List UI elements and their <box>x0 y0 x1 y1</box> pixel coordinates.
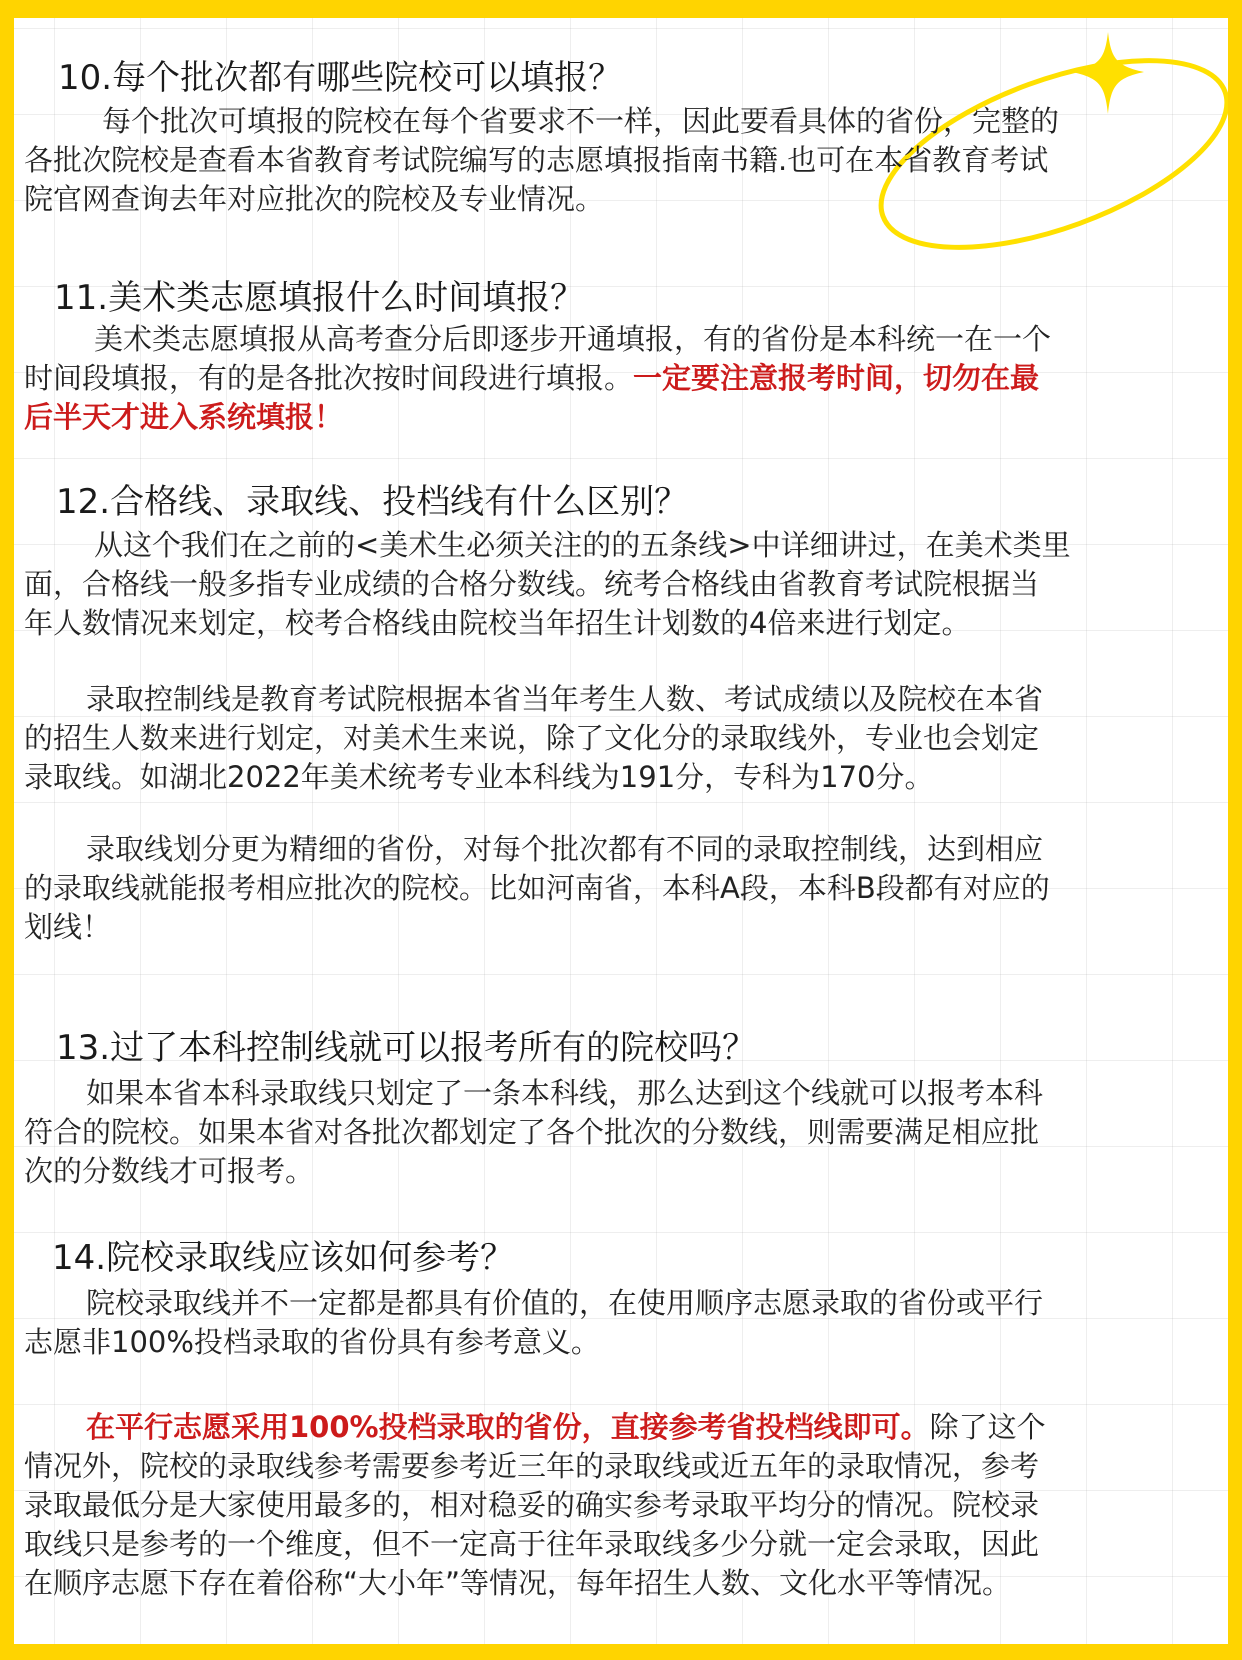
text-line: 如果本省本科录取线只划定了一条本科线，那么达到这个线就可以报考本科 <box>86 1076 1044 1110</box>
text-line: 次的分数线才可报考。 <box>24 1154 315 1188</box>
text-line: 情况外，院校的录取线参考需要参考近三年的录取线或近五年的录取情况，参考 <box>24 1449 1040 1483</box>
section-13-paragraph <box>24 1074 1224 1191</box>
text-line: 划线！ <box>24 910 112 944</box>
section-title-14: 14.院校录取线应该如何参考？ <box>52 1238 515 1278</box>
text-line: 录取线。如湖北2022年美术统考专业本科线为191分，专科为170分。 <box>24 760 934 794</box>
text-line: 每个批次可填报的院校在每个省要求不一样，因此要看具体的省份，完整的 <box>102 104 1060 138</box>
highlighted-warning-text: 一定要注意报考时间，切勿在最 <box>633 361 1040 395</box>
text-line: 的录取线就能报考相应批次的院校。比如河南省，本科A段，本科B段都有对应的 <box>24 871 1050 905</box>
plain-text: 除了这个 <box>929 1410 1046 1444</box>
section-14-paragraph-1 <box>24 1284 1224 1362</box>
section-10-paragraph <box>24 102 1224 219</box>
plain-text: 时间段填报，有的是各批次按时间段进行填报。 <box>24 361 634 395</box>
text-line <box>24 1408 1224 1447</box>
section-title-12: 12.合格线、录取线、投档线有什么区别？ <box>56 482 689 522</box>
section-title-10: 10.每个批次都有哪些院校可以填报？ <box>58 58 623 98</box>
text-line: 录取控制线是教育考试院根据本省当年考生人数、考试成绩以及院校在本省 <box>86 682 1044 716</box>
text-line: 录取线划分更为精细的省份，对每个批次都有不同的录取控制线，达到相应 <box>86 832 1044 866</box>
section-12-paragraph-1 <box>24 526 1224 643</box>
text-line <box>24 359 1224 398</box>
section-12-paragraph-2 <box>24 680 1224 797</box>
text-line: 取线只是参考的一个维度，但不一定高于往年录取线多少分就一定会录取，因此 <box>24 1527 1040 1561</box>
text-line: 在顺序志愿下存在着俗称“大小年”等情况，每年招生人数、文化水平等情况。 <box>24 1566 1012 1600</box>
section-14-paragraph-2 <box>24 1408 1224 1603</box>
text-line: 年人数情况来划定，校考合格线由院校当年招生计划数的4倍来进行划定。 <box>24 606 971 640</box>
text-line: 符合的院校。如果本省对各批次都划定了各个批次的分数线，则需要满足相应批 <box>24 1115 1040 1149</box>
section-12-paragraph-3 <box>24 830 1224 947</box>
section-title-13: 13.过了本科控制线就可以报考所有的院校吗？ <box>56 1028 757 1068</box>
highlighted-warning-text: 后半天才进入系统填报！ <box>24 400 344 434</box>
section-11-paragraph <box>24 320 1224 437</box>
text-line: 各批次院校是查看本省教育考试院编写的志愿填报指南书籍.也可在本省教育考试 <box>24 143 1049 177</box>
text-line: 院校录取线并不一定都是都具有价值的，在使用顺序志愿录取的省份或平行 <box>86 1286 1044 1320</box>
section-title-11: 11.美术类志愿填报什么时间填报？ <box>54 278 585 318</box>
text-line: 的招生人数来进行划定，对美术生来说，除了文化分的录取线外，专业也会划定 <box>24 721 1040 755</box>
text-line: 院官网查询去年对应批次的院校及专业情况。 <box>24 182 605 216</box>
highlighted-key-text: 在平行志愿采用100%投档录取的省份，直接参考省投档线即可。 <box>86 1410 930 1444</box>
grid-paper <box>14 18 1228 1644</box>
text-line: 志愿非100%投档录取的省份具有参考意义。 <box>24 1325 600 1359</box>
text-line: 从这个我们在之前的<美术生必须关注的的五条线>中详细讲过，在美术类里 <box>94 528 1071 562</box>
text-line: 面，合格线一般多指专业成绩的合格分数线。统考合格线由省教育考试院根据当 <box>24 567 1040 601</box>
text-line: 录取最低分是大家使用最多的，相对稳妥的确实参考录取平均分的情况。院校录 <box>24 1488 1040 1522</box>
text-line: 美术类志愿填报从高考查分后即逐步开通填报，有的省份是本科统一在一个 <box>94 322 1052 356</box>
